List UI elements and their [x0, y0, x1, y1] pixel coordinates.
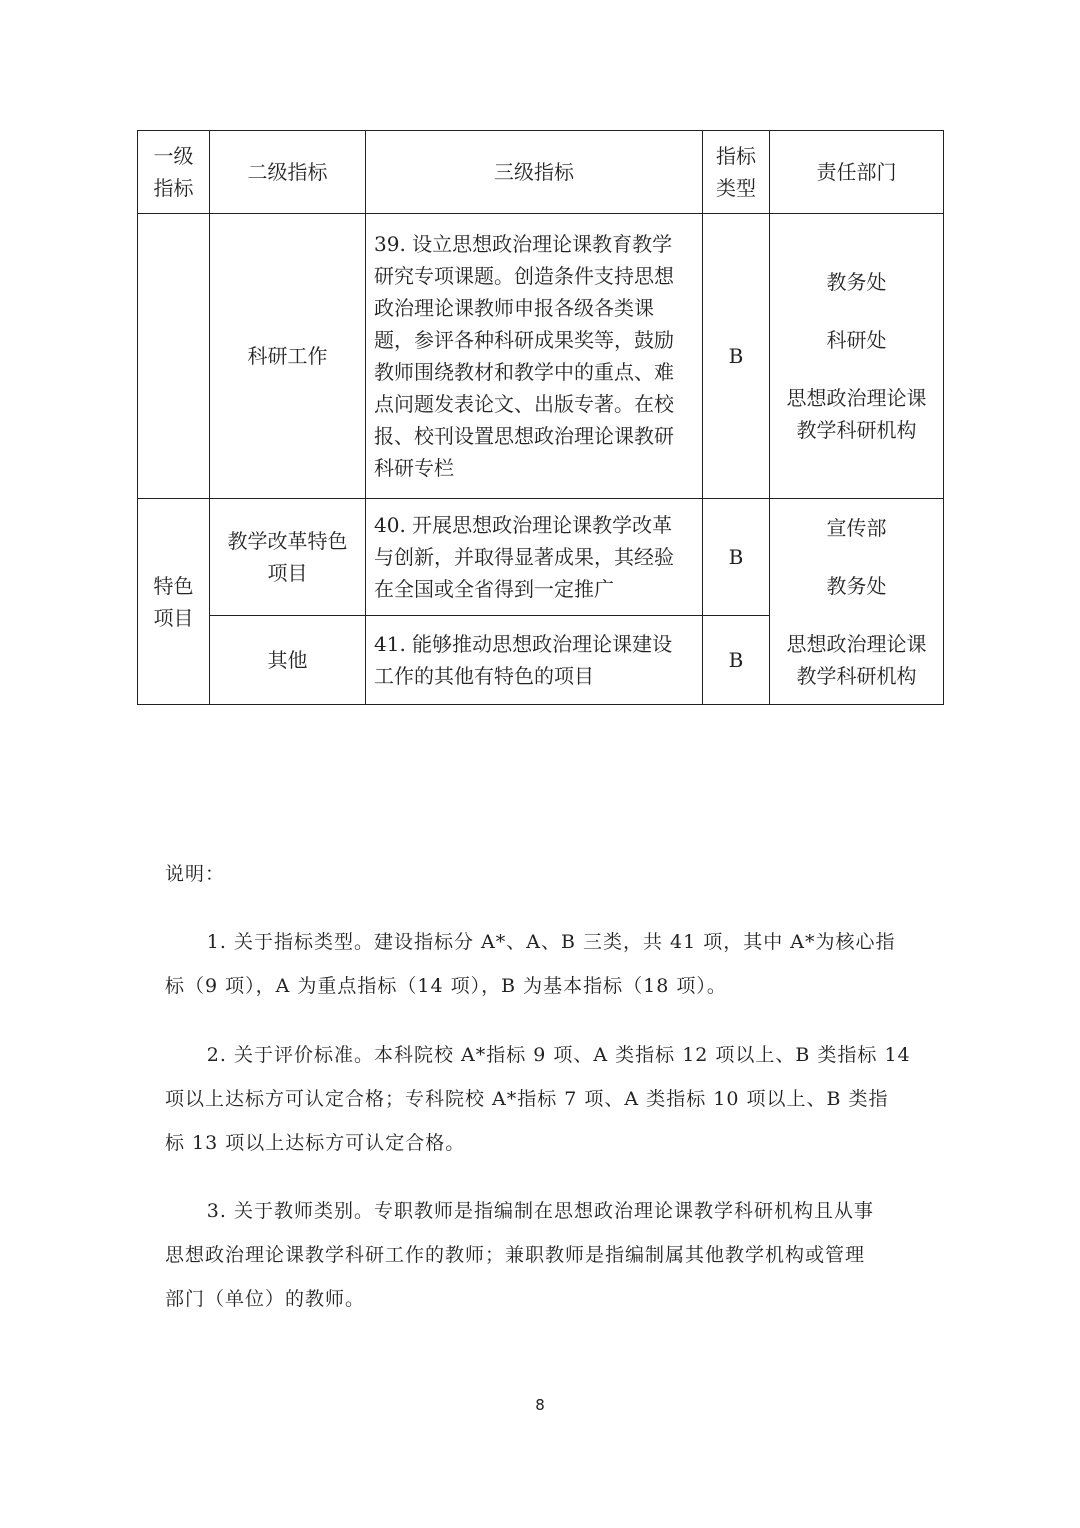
page-number: 8: [535, 1396, 545, 1414]
index-table: [137, 130, 944, 705]
row3-level3: 41. 能够推动思想政治理论课建设 工作的其他有特色的项目: [366, 616, 703, 705]
header-level3: 三级指标: [366, 131, 703, 214]
note-item-3: 3. 关于教师类别。专职教师是指编制在思想政治理论课教学科研机构且从事 思想政治理论课教学科研工作的教师；兼职教师是指编制属其他教学机构或管理 部门（单位）的教师。: [165, 1200, 874, 1310]
header-level1: 一级 指标: [138, 131, 210, 214]
row3-level2: 其他: [210, 616, 366, 705]
dept-item: 教务处: [826, 573, 887, 598]
row2-type: B: [703, 499, 770, 616]
table-header-row: [138, 131, 944, 214]
header-type: 指标 类型: [703, 131, 770, 214]
table-row: [138, 499, 944, 616]
dept-item: 思想政治理论课: [786, 386, 927, 410]
table-row: [138, 214, 944, 499]
header-level2: 二级指标: [210, 131, 366, 214]
header-dept: 责任部门: [770, 131, 944, 214]
dept-item: 教学科研机构: [796, 418, 917, 442]
row1-type: B: [703, 214, 770, 499]
dept-item: 科研处: [826, 328, 887, 352]
row1-level3: 39. 设立思想政治理论课教育教学 研究专项课题。创造条件支持思想 政治理论课教师申报各级各类课 题，参评各种科研成果奖等，鼓励 教师围绕教材和教学中的重点、难 点问题发表论文、出版专著。在校 报、校刊设置思想政治理论课教研 科研专栏: [366, 214, 703, 499]
note-item-2: 2. 关于评价标准。本科院校 A*指标 9 项、A 类指标 12 项以上、B 类指标 14 项以上达标方可认定合格；专科院校 A*指标 7 项、A 类指标 10 项以上、B 类指 标 13 项以上达标方可认定合格。: [165, 1044, 911, 1154]
row1-level2: 科研工作: [210, 214, 366, 499]
row1-dept: [770, 214, 944, 499]
dept-item: 教务处: [826, 270, 887, 294]
row3-type: B: [703, 616, 770, 705]
notes-title: 说明：: [165, 863, 226, 885]
row1-level1: [138, 214, 210, 499]
row2-level2: 教学改革特色 项目: [210, 499, 366, 616]
row2-level3: 40. 开展思想政治理论课教学改革 与创新，并取得显著成果，其经验 在全国或全省得到一定推广: [366, 499, 703, 616]
dept-item: 思想政治理论课: [786, 631, 927, 656]
dept-item: 教学科研机构: [796, 663, 917, 688]
note-item-1: 1. 关于指标类型。建设指标分 A*、A、B 三类，共 41 项，其中 A*为核心指 标（9 项），A 为重点指标（14 项），B 为基本指标（18 项）。: [165, 931, 896, 997]
row2-dept: [770, 499, 944, 705]
row2-level1: 特色 项目: [138, 499, 210, 705]
dept-item: 宣传部: [826, 515, 887, 540]
